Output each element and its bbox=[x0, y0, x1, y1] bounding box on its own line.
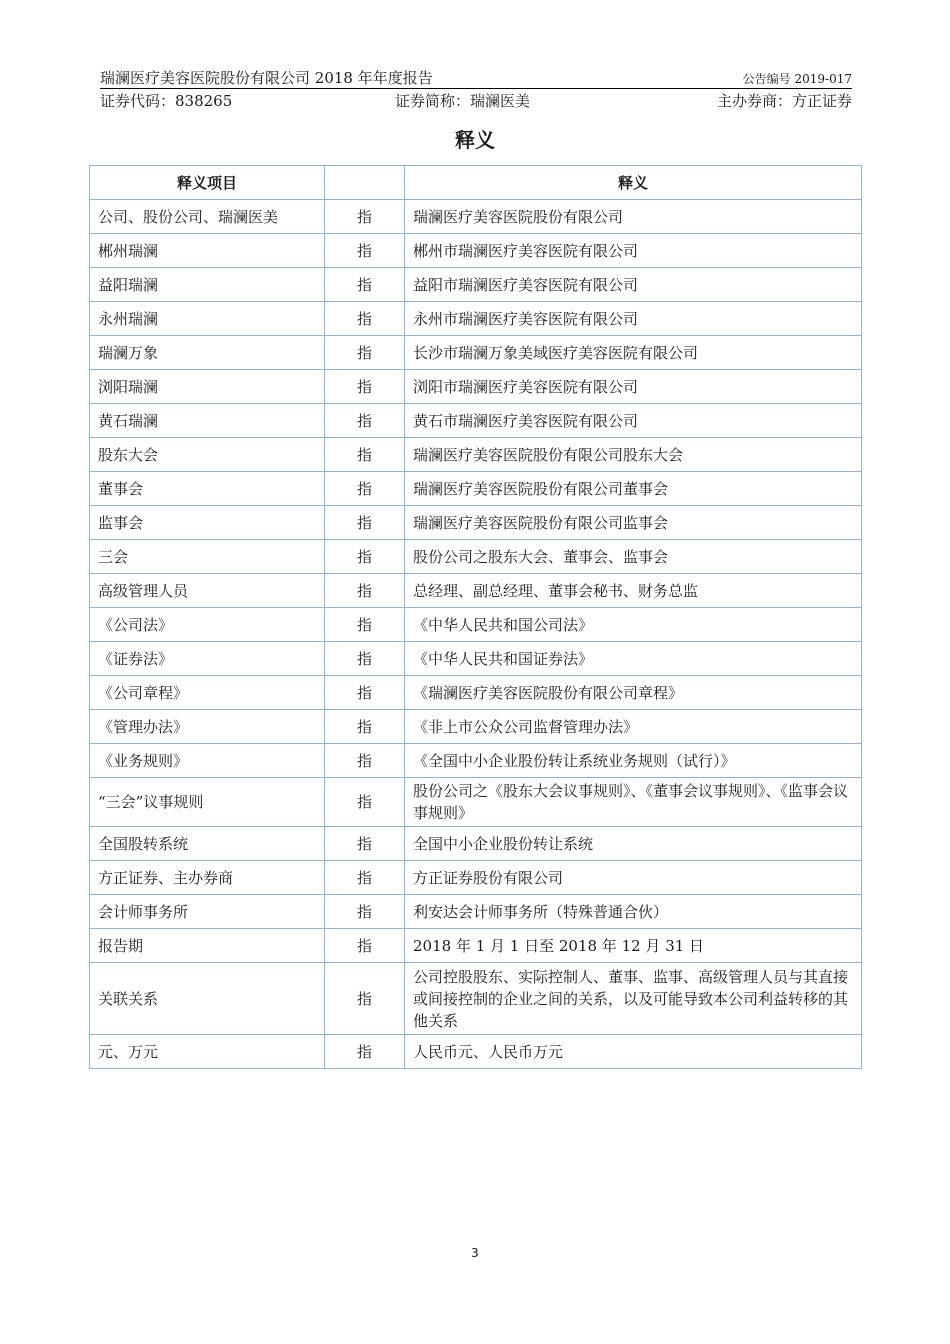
ref-cell: 指 bbox=[325, 676, 405, 710]
term-cell: 全国股转系统 bbox=[90, 827, 325, 861]
definition-cell: 利安达会计师事务所（特殊普通合伙） bbox=[405, 895, 862, 929]
ref-cell: 指 bbox=[325, 506, 405, 540]
definition-cell: 益阳市瑞澜医疗美容医院有限公司 bbox=[405, 268, 862, 302]
definition-cell: 公司控股股东、实际控制人、董事、监事、高级管理人员与其直接或间接控制的企业之间的关系，以及可能导致本公司利益转移的其他关系 bbox=[405, 963, 862, 1035]
definition-cell: 《中华人民共和国公司法》 bbox=[405, 608, 862, 642]
table-row bbox=[90, 861, 862, 895]
table-row bbox=[90, 574, 862, 608]
definition-cell: 瑞澜医疗美容医院股份有限公司监事会 bbox=[405, 506, 862, 540]
term-cell: 股东大会 bbox=[90, 438, 325, 472]
definition-cell: 《中华人民共和国证券法》 bbox=[405, 642, 862, 676]
table-row bbox=[90, 827, 862, 861]
ref-cell: 指 bbox=[325, 827, 405, 861]
ref-cell: 指 bbox=[325, 370, 405, 404]
ref-cell: 指 bbox=[325, 861, 405, 895]
ref-cell: 指 bbox=[325, 268, 405, 302]
term-cell: 会计师事务所 bbox=[90, 895, 325, 929]
term-cell: 关联关系 bbox=[90, 963, 325, 1035]
table-row bbox=[90, 438, 862, 472]
column-header-term: 释义项目 bbox=[90, 166, 325, 200]
term-cell: 公司、股份公司、瑞澜医美 bbox=[90, 200, 325, 234]
definition-cell: 股份公司之《股东大会议事规则》、《董事会议事规则》、《监事会议事规则》 bbox=[405, 778, 862, 827]
ref-cell: 指 bbox=[325, 744, 405, 778]
ref-cell: 指 bbox=[325, 608, 405, 642]
ref-cell: 指 bbox=[325, 302, 405, 336]
definition-cell: 人民币元、人民币万元 bbox=[405, 1035, 862, 1069]
table-row bbox=[90, 608, 862, 642]
term-cell: 方正证券、主办券商 bbox=[90, 861, 325, 895]
definition-cell: 永州市瑞澜医疗美容医院有限公司 bbox=[405, 302, 862, 336]
ref-cell: 指 bbox=[325, 234, 405, 268]
term-cell: 报告期 bbox=[90, 929, 325, 963]
table-row bbox=[90, 268, 862, 302]
definition-cell: 《瑞澜医疗美容医院股份有限公司章程》 bbox=[405, 676, 862, 710]
table-row bbox=[90, 506, 862, 540]
ref-cell: 指 bbox=[325, 778, 405, 827]
ref-cell: 指 bbox=[325, 574, 405, 608]
term-cell: 高级管理人员 bbox=[90, 574, 325, 608]
table-row bbox=[90, 1035, 862, 1069]
definition-cell: 瑞澜医疗美容医院股份有限公司董事会 bbox=[405, 472, 862, 506]
term-cell: 元、万元 bbox=[90, 1035, 325, 1069]
ref-cell: 指 bbox=[325, 472, 405, 506]
ref-cell: 指 bbox=[325, 895, 405, 929]
definition-cell: 浏阳市瑞澜医疗美容医院有限公司 bbox=[405, 370, 862, 404]
definition-cell: 瑞澜医疗美容医院股份有限公司 bbox=[405, 200, 862, 234]
table-header-row bbox=[90, 166, 862, 200]
term-cell: 《业务规则》 bbox=[90, 744, 325, 778]
ref-cell: 指 bbox=[325, 438, 405, 472]
table-row bbox=[90, 336, 862, 370]
sponsor-broker: 主办券商：方正证券 bbox=[716, 92, 852, 110]
ref-cell: 指 bbox=[325, 963, 405, 1035]
table-row bbox=[90, 540, 862, 574]
definition-cell: 方正证券股份有限公司 bbox=[405, 861, 862, 895]
column-header-ref bbox=[325, 166, 405, 200]
table-row bbox=[90, 370, 862, 404]
definition-cell: 长沙市瑞澜万象美域医疗美容医院有限公司 bbox=[405, 336, 862, 370]
table-row bbox=[90, 472, 862, 506]
term-cell: 董事会 bbox=[90, 472, 325, 506]
table-row bbox=[90, 895, 862, 929]
stock-abbreviation: 证券简称：瑞澜医美 bbox=[395, 92, 531, 110]
table-row bbox=[90, 676, 862, 710]
table-row bbox=[90, 642, 862, 676]
term-cell: 瑞澜万象 bbox=[90, 336, 325, 370]
ref-cell: 指 bbox=[325, 200, 405, 234]
table-row bbox=[90, 929, 862, 963]
table-row bbox=[90, 710, 862, 744]
definition-cell: 《全国中小企业股份转让系统业务规则（试行）》 bbox=[405, 744, 862, 778]
table-row bbox=[90, 404, 862, 438]
page-number: 3 bbox=[471, 1246, 479, 1260]
definition-cell: 黄石市瑞澜医疗美容医院有限公司 bbox=[405, 404, 862, 438]
definition-cell: 总经理、副总经理、董事会秘书、财务总监 bbox=[405, 574, 862, 608]
term-cell: 益阳瑞澜 bbox=[90, 268, 325, 302]
term-cell: 郴州瑞澜 bbox=[90, 234, 325, 268]
stock-code: 证券代码：838265 bbox=[100, 92, 233, 110]
definition-cell: 瑞澜医疗美容医院股份有限公司股东大会 bbox=[405, 438, 862, 472]
definition-cell: 2018 年 1 月 1 日至 2018 年 12 月 31 日 bbox=[405, 929, 862, 963]
definition-cell: 全国中小企业股份转让系统 bbox=[405, 827, 862, 861]
term-cell: 三会 bbox=[90, 540, 325, 574]
securities-info bbox=[100, 90, 852, 112]
term-cell: 《管理办法》 bbox=[90, 710, 325, 744]
definition-cell: 股份公司之股东大会、董事会、监事会 bbox=[405, 540, 862, 574]
term-cell: 《公司法》 bbox=[90, 608, 325, 642]
ref-cell: 指 bbox=[325, 642, 405, 676]
definition-cell: 郴州市瑞澜医疗美容医院有限公司 bbox=[405, 234, 862, 268]
report-header bbox=[100, 68, 852, 89]
term-cell: “三会”议事规则 bbox=[90, 778, 325, 827]
table-row bbox=[90, 302, 862, 336]
term-cell: 监事会 bbox=[90, 506, 325, 540]
term-cell: 浏阳瑞澜 bbox=[90, 370, 325, 404]
ref-cell: 指 bbox=[325, 404, 405, 438]
column-header-definition: 释义 bbox=[405, 166, 862, 200]
term-cell: 《公司章程》 bbox=[90, 676, 325, 710]
page-title: 释义 bbox=[455, 128, 495, 152]
table-row bbox=[90, 744, 862, 778]
table-row bbox=[90, 963, 862, 1035]
term-cell: 《证券法》 bbox=[90, 642, 325, 676]
ref-cell: 指 bbox=[325, 929, 405, 963]
ref-cell: 指 bbox=[325, 1035, 405, 1069]
table-row bbox=[90, 200, 862, 234]
definition-cell: 《非上市公众公司监督管理办法》 bbox=[405, 710, 862, 744]
term-cell: 永州瑞澜 bbox=[90, 302, 325, 336]
ref-cell: 指 bbox=[325, 336, 405, 370]
definitions-table bbox=[89, 165, 862, 1069]
ref-cell: 指 bbox=[325, 540, 405, 574]
table-row bbox=[90, 234, 862, 268]
ref-cell: 指 bbox=[325, 710, 405, 744]
table-row bbox=[90, 778, 862, 827]
term-cell: 黄石瑞澜 bbox=[90, 404, 325, 438]
report-title: 瑞澜医疗美容医院股份有限公司 2018 年年度报告 bbox=[100, 69, 433, 87]
announcement-number: 公告编号 2019-017 bbox=[742, 72, 852, 86]
